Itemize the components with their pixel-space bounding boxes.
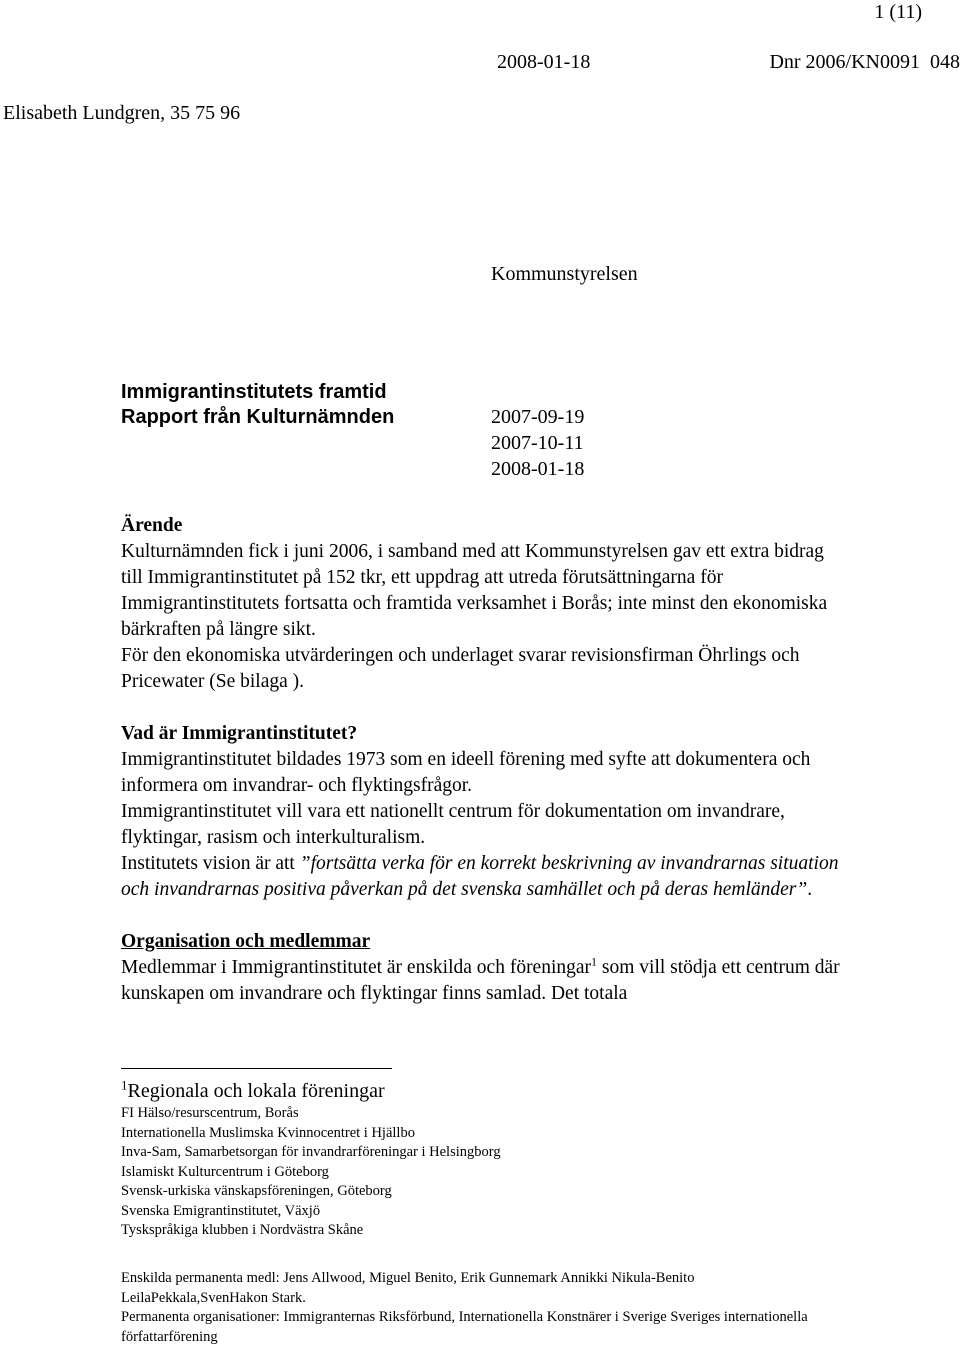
footnote-number: 1 (121, 1077, 128, 1093)
footnote-item: Svensk-urkiska vänskapsföreningen, Göteborg (121, 1183, 392, 1199)
document-dnr: Dnr 2006/KN0091 048 (769, 51, 960, 73)
section-heading-organisation: Organisation och medlemmar (121, 931, 371, 952)
footnote-permanent-orgs (121, 1308, 841, 1347)
meeting-date: 2007-09-19 (491, 406, 585, 428)
footnote-item: Inva-Sam, Samarbetsorgan för invandrarföreningar i Helsingborg (121, 1144, 501, 1160)
footnote-item: Islamiskt Kulturcentrum i Göteborg (121, 1163, 329, 1180)
footnote-divider (121, 1068, 392, 1069)
document-subtitle: Rapport från Kulturnämnden (121, 406, 395, 428)
vision-quote: ”fortsätta verka för en korrekt beskrivning av invandrarnas situation och invandrarnas positiva påverkan på det svenska samhället och på deras hemländer” (121, 853, 839, 900)
page-number: 1 (11) (874, 1, 922, 23)
organisation-text-after: som vill stödja ett centrum där kunskapen om invandrare och flyktingar finns samlad. Det totala (121, 957, 840, 1004)
footnote-item: Svenska Emigrantinstitutet, Växjö (121, 1202, 321, 1219)
meeting-date: 2007-10-11 (491, 432, 584, 454)
vision-suffix: . (807, 879, 813, 900)
body-text (121, 513, 841, 1007)
footnote-reference[interactable]: 1 (591, 954, 598, 969)
organisation-text-before: Medlemmar i Immigrantinstitutet är enskilda och föreningar (121, 957, 592, 978)
document-date: 2008-01-18 (497, 51, 591, 73)
paragraph: Immigrantinstitutet bildades 1973 som en ideell förening med syfte att dokumentera och informera om invandrar- och flyktingsfrågor. (121, 749, 811, 796)
permanent-members: Enskilda permanenta medl: Jens Allwood, Miguel Benito, Erik Gunnemark Annikki Nikula-Benito LeilaPekkala,SvenHakon Stark. (121, 1270, 695, 1306)
section-heading-vad-ar: Vad är Immigrantinstitutet? (121, 723, 358, 744)
recipient: Kommunstyrelsen (491, 263, 638, 285)
footnote-item: Tyskspråkiga klubben i Nordvästra Skåne (121, 1222, 364, 1238)
author-line: Elisabeth Lundgren, 35 75 96 (3, 102, 241, 124)
vision-paragraph (121, 851, 841, 903)
paragraph (121, 955, 841, 1007)
section-heading-arende: Ärende (121, 515, 183, 536)
paragraph: Kulturnämnden fick i juni 2006, i samband med att Kommunstyrelsen gav ett extra bidrag till Immigrantinstitutet på 152 tkr, ett uppdrag att utreda förutsättningarna för Immigrantinstitutets fortsatta och framtida verksamhet i Borås; inte minst den ekonomiska bärkraften på längre sikt. (121, 541, 828, 640)
footnote-item: Internationella Muslimska Kvinnocentret i Hjällbo (121, 1124, 415, 1141)
vision-prefix: Institutets vision är att (121, 853, 300, 874)
footnote (121, 1078, 881, 1241)
meeting-date: 2008-01-18 (491, 458, 585, 480)
document-title: Immigrantinstitutets framtid (121, 381, 387, 403)
footnote-heading (121, 1078, 881, 1104)
paragraph: För den ekonomiska utvärderingen och underlaget svarar revisionsfirman Öhrlings och Pricewater (Se bilaga ). (121, 645, 800, 692)
footnote-permanent-members (121, 1269, 811, 1308)
paragraph: Immigrantinstitutet vill vara ett nationellt centrum för dokumentation om invandrare, flyktingar, rasism och interkulturalism. (121, 801, 785, 848)
footnote-item: FI Hälso/resurscentrum, Borås (121, 1105, 299, 1121)
permanent-orgs: Permanenta organisationer: Immigranternas Riksförbund, Internationella Konstnärer i Sverige Sveriges internationella författarförening (121, 1309, 808, 1345)
footnote-heading-text: Regionala och lokala föreningar (127, 1080, 385, 1102)
